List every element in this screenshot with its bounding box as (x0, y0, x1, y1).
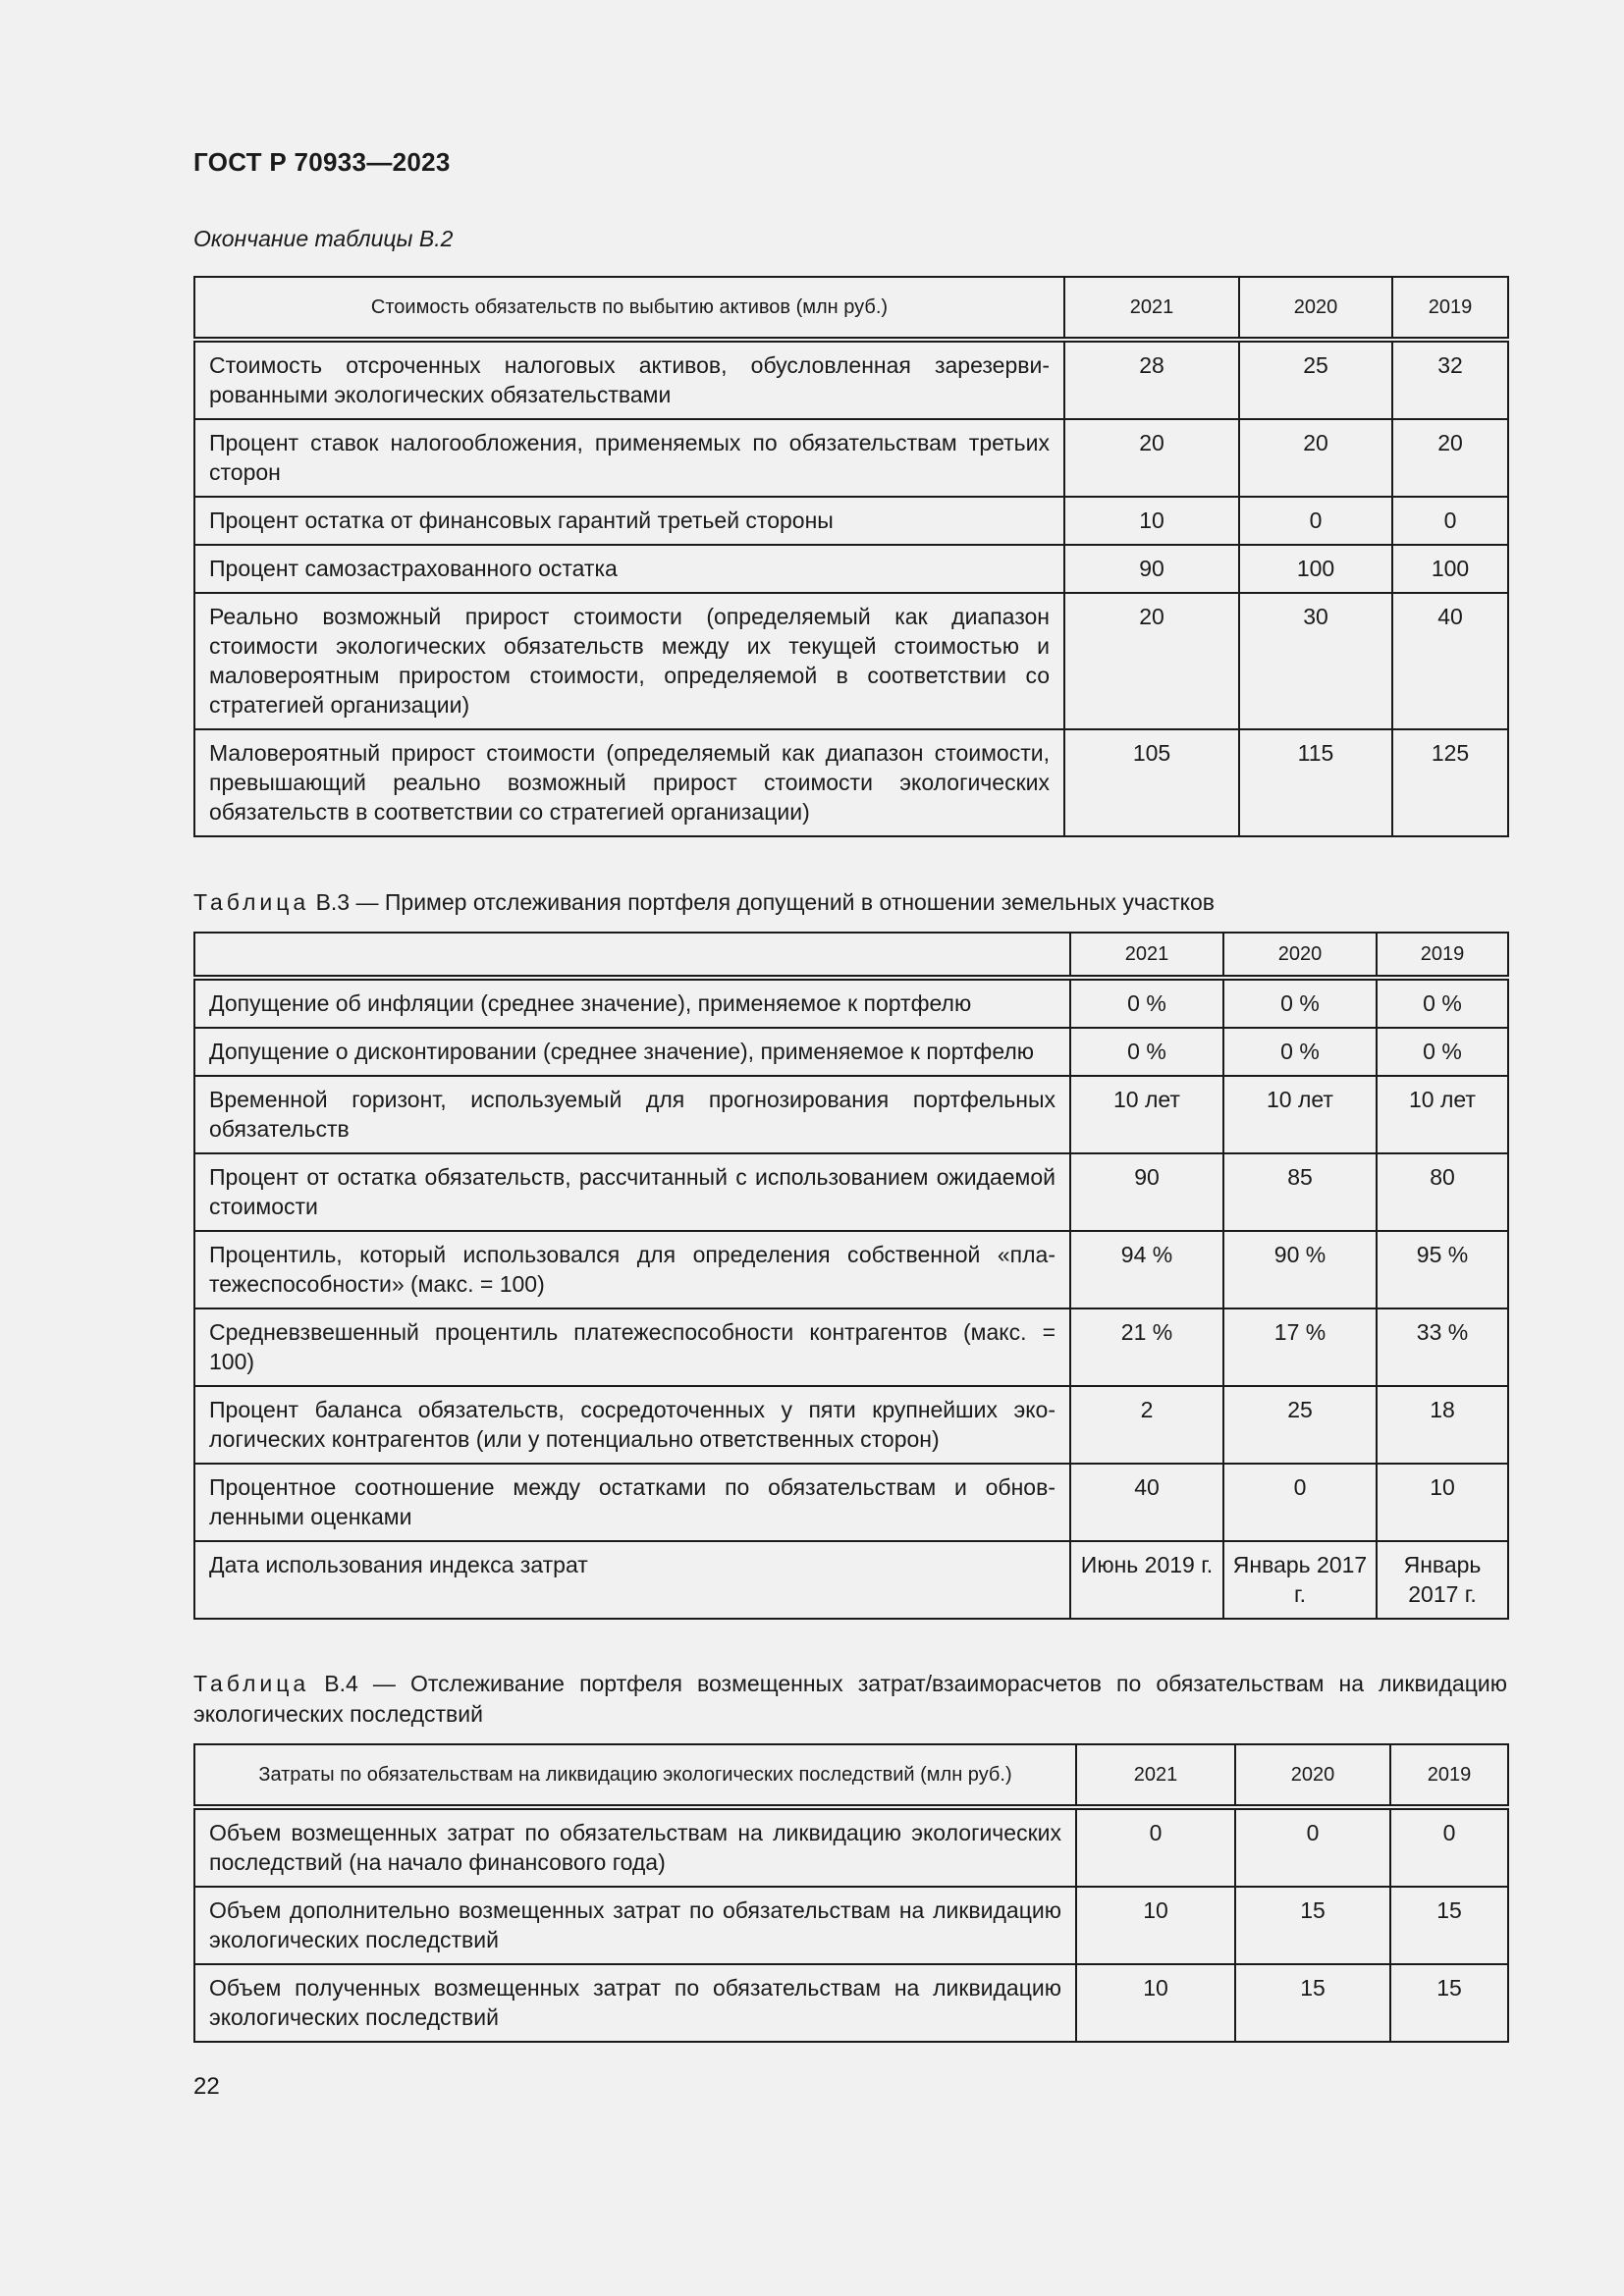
row-value-2021: 40 (1070, 1464, 1223, 1541)
row-value-2021: 10 (1076, 1964, 1235, 2042)
table-row (194, 1887, 1508, 1964)
row-value-2021: 10 лет (1070, 1076, 1223, 1153)
row-value-2021: 90 (1064, 545, 1239, 593)
row-value-2021: 94 % (1070, 1231, 1223, 1308)
row-value-2020: 115 (1239, 729, 1392, 836)
row-value-2020: 90 % (1223, 1231, 1377, 1308)
table-header-row (194, 933, 1508, 978)
row-value-2020: 0 (1223, 1464, 1377, 1541)
caption-text: В.3 — Пример отслеживания портфеля допущений в отношении земельных участков (315, 889, 1215, 915)
row-value-2020: 25 (1239, 340, 1392, 419)
row-value-2021: 20 (1064, 593, 1239, 729)
row-label: Допущение о дисконтировании (среднее значение), применяемое к портфелю (194, 1028, 1070, 1076)
row-value-2019: 40 (1392, 593, 1508, 729)
row-label: Процентное соотношение между остатками по обязательствам и обновленными оценками (194, 1464, 1070, 1541)
column-header-2020: 2020 (1223, 933, 1377, 978)
row-label: Маловероятный прирост стоимости (определяемый как диапазон стоимости, превышающий реально возможный прирост стоимости экологических обязательств в соответствии со стратегией организации) (194, 729, 1064, 836)
page-number: 22 (193, 2073, 220, 2100)
table-continuation-label: Окончание таблицы В.2 (193, 226, 454, 251)
row-label: Процент ставок налогообложения, применяемых по обязательствам третьих сторон (194, 419, 1064, 497)
row-value-2021: 10 (1064, 497, 1239, 545)
row-value-2021: 90 (1070, 1153, 1223, 1231)
row-value-2020: Январь 2017 г. (1223, 1541, 1377, 1619)
row-value-2021: 0 % (1070, 1028, 1223, 1076)
row-label: Объем полученных возмещенных затрат по обязательствам на ликвидацию экологических последствий (194, 1964, 1076, 2042)
table-header-row (194, 277, 1508, 340)
table-row (194, 1076, 1508, 1153)
row-value-2020: 0 % (1223, 978, 1377, 1028)
row-value-2021: 0 % (1070, 978, 1223, 1028)
row-value-2020: 15 (1235, 1964, 1390, 2042)
row-value-2020: 85 (1223, 1153, 1377, 1231)
row-label: Стоимость отсроченных налоговых активов, обусловленная зарезервированными экологических обязательствами (194, 340, 1064, 419)
row-value-2021: 21 % (1070, 1308, 1223, 1386)
table-row (194, 1541, 1508, 1619)
row-value-2021: 28 (1064, 340, 1239, 419)
row-value-2021: 0 (1076, 1807, 1235, 1887)
row-value-2019: 33 % (1377, 1308, 1508, 1386)
row-value-2020: 30 (1239, 593, 1392, 729)
row-label: Процентиль, который использовался для определения собственной «платежеспособности» (макс. = 100) (194, 1231, 1070, 1308)
row-value-2019: Январь 2017 г. (1377, 1541, 1508, 1619)
row-label: Объем дополнительно возмещенных затрат по обязательствам на ликвидацию экологических последствий (194, 1887, 1076, 1964)
row-label: Процент остатка от финансовых гарантий третьей стороны (194, 497, 1064, 545)
row-value-2019: 0 % (1377, 1028, 1508, 1076)
table-b2 (193, 276, 1509, 837)
row-label: Реально возможный прирост стоимости (определяемый как диапазон стоимости экологических обязательств между их текущей стоимостью и маловероятным приростом стоимости, определяемой в соответствии со стратегией организации) (194, 593, 1064, 729)
row-value-2019: 95 % (1377, 1231, 1508, 1308)
row-label: Дата использования индекса затрат (194, 1541, 1070, 1619)
row-value-2019: 0 (1392, 497, 1508, 545)
table-row (194, 978, 1508, 1028)
table-row (194, 1308, 1508, 1386)
row-label: Процент от остатка обязательств, рассчитанный с использованием ожидаемой стоимости (194, 1153, 1070, 1231)
table-row (194, 593, 1508, 729)
row-value-2020: 25 (1223, 1386, 1377, 1464)
caption-text: В.4 — Отслеживание портфеля возмещенных затрат/взаиморасчетов по обязательствам на ликвидацию экологических последствий (193, 1671, 1507, 1727)
row-value-2019: 80 (1377, 1153, 1508, 1231)
table-row (194, 340, 1508, 419)
table-b4 (193, 1743, 1509, 2043)
table-row (194, 1231, 1508, 1308)
column-header-2020: 2020 (1239, 277, 1392, 340)
row-value-2020: 10 лет (1223, 1076, 1377, 1153)
row-value-2019: 20 (1392, 419, 1508, 497)
column-header-2019: 2019 (1392, 277, 1508, 340)
row-value-2020: 20 (1239, 419, 1392, 497)
row-value-2020: 0 (1235, 1807, 1390, 1887)
row-value-2019: 10 (1377, 1464, 1508, 1541)
table-row (194, 1807, 1508, 1887)
table-b4-caption (193, 1669, 1507, 1730)
table-row (194, 1964, 1508, 2042)
row-label: Средневзвешенный процентиль платежеспособности контрагентов (макс. = 100) (194, 1308, 1070, 1386)
column-header-2021: 2021 (1064, 277, 1239, 340)
row-label: Процент самозастрахованного остатка (194, 545, 1064, 593)
caption-prefix: Таблица (193, 1671, 310, 1696)
row-value-2020: 100 (1239, 545, 1392, 593)
row-value-2019: 10 лет (1377, 1076, 1508, 1153)
row-value-2019: 125 (1392, 729, 1508, 836)
table-row (194, 1464, 1508, 1541)
table-row (194, 419, 1508, 497)
column-header-2020: 2020 (1235, 1744, 1390, 1807)
row-value-2020: 0 % (1223, 1028, 1377, 1076)
row-value-2020: 15 (1235, 1887, 1390, 1964)
row-value-2019: 18 (1377, 1386, 1508, 1464)
table-row (194, 1028, 1508, 1076)
row-value-2021: 10 (1076, 1887, 1235, 1964)
column-header-2021: 2021 (1076, 1744, 1235, 1807)
table-row (194, 545, 1508, 593)
table-b3-caption (193, 887, 1507, 918)
table-row (194, 1386, 1508, 1464)
row-value-2020: 0 (1239, 497, 1392, 545)
row-label: Объем возмещенных затрат по обязательствам на ликвидацию экологических последствий (на начало финансового года) (194, 1807, 1076, 1887)
column-header-description: Стоимость обязательств по выбытию активов (млн руб.) (194, 277, 1064, 340)
row-value-2021: 2 (1070, 1386, 1223, 1464)
row-value-2021: Июнь 2019 г. (1070, 1541, 1223, 1619)
row-value-2020: 17 % (1223, 1308, 1377, 1386)
row-value-2019: 100 (1392, 545, 1508, 593)
table-row (194, 497, 1508, 545)
table-b3 (193, 932, 1509, 1620)
row-value-2019: 32 (1392, 340, 1508, 419)
column-header-2021: 2021 (1070, 933, 1223, 978)
row-value-2021: 20 (1064, 419, 1239, 497)
table-row (194, 1153, 1508, 1231)
column-header-2019: 2019 (1377, 933, 1508, 978)
row-value-2019: 0 % (1377, 978, 1508, 1028)
row-label: Допущение об инфляции (среднее значение), применяемое к портфелю (194, 978, 1070, 1028)
column-header-description (194, 933, 1070, 978)
row-label: Процент баланса обязательств, сосредоточенных у пяти крупнейших экологических контрагентов (или у потенциально ответственных сторон) (194, 1386, 1070, 1464)
column-header-description: Затраты по обязательствам на ликвидацию экологических последствий (млн руб.) (194, 1744, 1076, 1807)
caption-prefix: Таблица (193, 889, 310, 915)
document-code: ГОСТ Р 70933—2023 (193, 147, 451, 177)
row-value-2019: 0 (1390, 1807, 1508, 1887)
table-header-row (194, 1744, 1508, 1807)
row-value-2019: 15 (1390, 1964, 1508, 2042)
column-header-2019: 2019 (1390, 1744, 1508, 1807)
row-value-2021: 105 (1064, 729, 1239, 836)
row-value-2019: 15 (1390, 1887, 1508, 1964)
table-row (194, 729, 1508, 836)
row-label: Временной горизонт, используемый для прогнозирования портфельных обязательств (194, 1076, 1070, 1153)
